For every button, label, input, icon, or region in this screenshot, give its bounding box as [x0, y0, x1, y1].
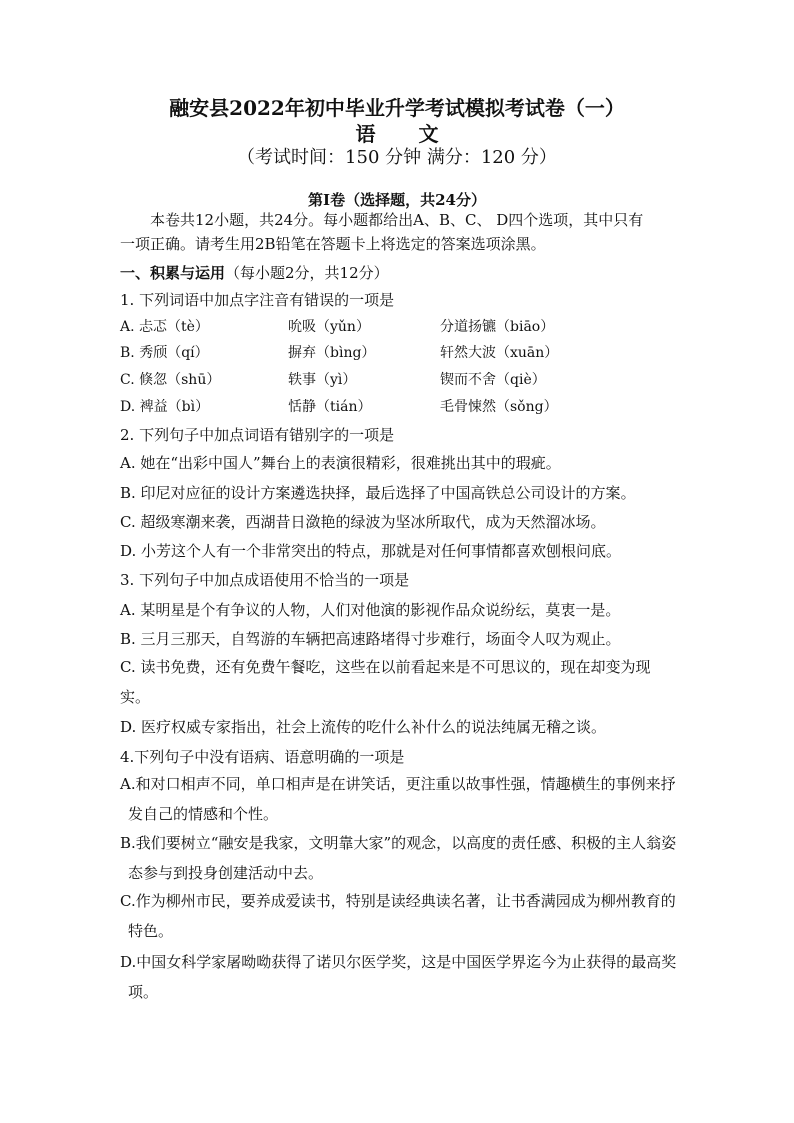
q1-option-d-2: 恬静（tián） [288, 399, 372, 415]
q2-option-d: D. 小芳这个人有一个非常突出的特点，那就是对任何事情都喜欢刨根问底。 [120, 542, 622, 560]
q1-option-b-3: 轩然大波（xuān） [440, 345, 559, 361]
q1-option-a-1: A. 忐忑（tè） [120, 319, 209, 335]
question-2-stem: 2. 下列句子中加点词语有错别字的一项是 [120, 426, 395, 444]
q2-option-b: B. 印尼对应征的设计方案遴选抉择，最后选择了中国高铁总公司设计的方案。 [120, 484, 636, 502]
question-1-stem: 1. 下列词语中加点字注音有错误的一项是 [120, 291, 395, 309]
q1-option-a-3: 分道扬镳（biāo） [440, 319, 555, 335]
q2-option-c: C. 超级寒潮来袭，西湖昔日潋艳的绿波为坚冰所取代，成为天然溜冰场。 [120, 513, 606, 531]
q4-option-d: D.中国女科学家屠呦呦获得了诺贝尔医学奖，这是中国医学界迄今为止获得的最高奖项。 [120, 953, 677, 1001]
exam-title: 融安县2022年初中毕业升学考试模拟考试卷（一） [169, 96, 625, 120]
q3-option-c: C. 读书免费，还有免费午餐吃，这些在以前看起来是不可思议的，现在却变为现实。 [120, 658, 651, 706]
exam-info: （考试时间：150 分钟 满分：120 分） [237, 147, 557, 168]
subject-title: 语 文 [355, 122, 457, 146]
section-intro-line2: 一项正确。请考生用2B铅笔在答题卡上将选定的答案选项涂黑。 [120, 235, 546, 253]
part-heading [120, 262, 389, 283]
question-4-stem: 4.下列句子中没有语病、语意明确的一项是 [120, 748, 405, 766]
q1-option-d-3: 毛骨悚然（sǒng） [440, 399, 558, 415]
q4-option-a: A.和对口相声不同，单口相声是在讲笑话，更注重以故事性强，情趣横生的事例来抒发自己的情感和个性。 [120, 775, 676, 823]
section-intro-line1: 本卷共12小题，共24分。每小题都给出A、B、C、 D四个选项，其中只有 [150, 211, 644, 229]
q1-option-b-1: B. 秀颀（qí） [120, 345, 209, 361]
q4-option-c: C.作为柳州市民，要养成爱读书，特别是读经典读名著，让书香满园成为柳州教育的特色。 [120, 892, 676, 940]
q2-option-a: A. 她在“出彩中国人”舞台上的表演很精彩，很难挑出其中的瑕疵。 [120, 454, 561, 472]
q3-option-a: A. 某明星是个有争议的人物，人们对他演的影视作品众说纷纭，莫衷一是。 [120, 601, 621, 619]
part-heading-title: 一、积累与运用 [120, 264, 226, 282]
part-heading-note: （每小题2分，共12分） [225, 264, 389, 282]
q1-option-a-2: 吮吸（yǔn） [288, 319, 370, 335]
q1-option-c-2: 轶事（yì） [288, 372, 357, 388]
q1-option-c-1: C. 倏忽（shū） [120, 372, 221, 388]
q1-option-c-3: 锲而不舍（qiè） [440, 372, 546, 388]
q1-option-d-1: D. 裨益（bì） [120, 399, 210, 415]
q3-option-d: D. 医疗权威专家指出，社会上流传的吃什么补什么的说法纯属无稽之谈。 [120, 718, 607, 736]
q4-option-b: B.我们要树立“融安是我家，文明靠大家”的观念，以高度的责任感、积极的主人翁姿态参与到投身创建活动中去。 [120, 834, 677, 882]
section-title: 第Ⅰ卷（选择题，共24分） [308, 191, 486, 209]
q3-option-b: B. 三月三那天，自驾游的车辆把高速路堵得寸步难行，场面令人叹为观止。 [120, 630, 621, 648]
q1-option-b-2: 摒弃（bìng） [288, 345, 376, 361]
question-3-stem: 3. 下列句子中加点成语使用不恰当的一项是 [120, 571, 410, 589]
